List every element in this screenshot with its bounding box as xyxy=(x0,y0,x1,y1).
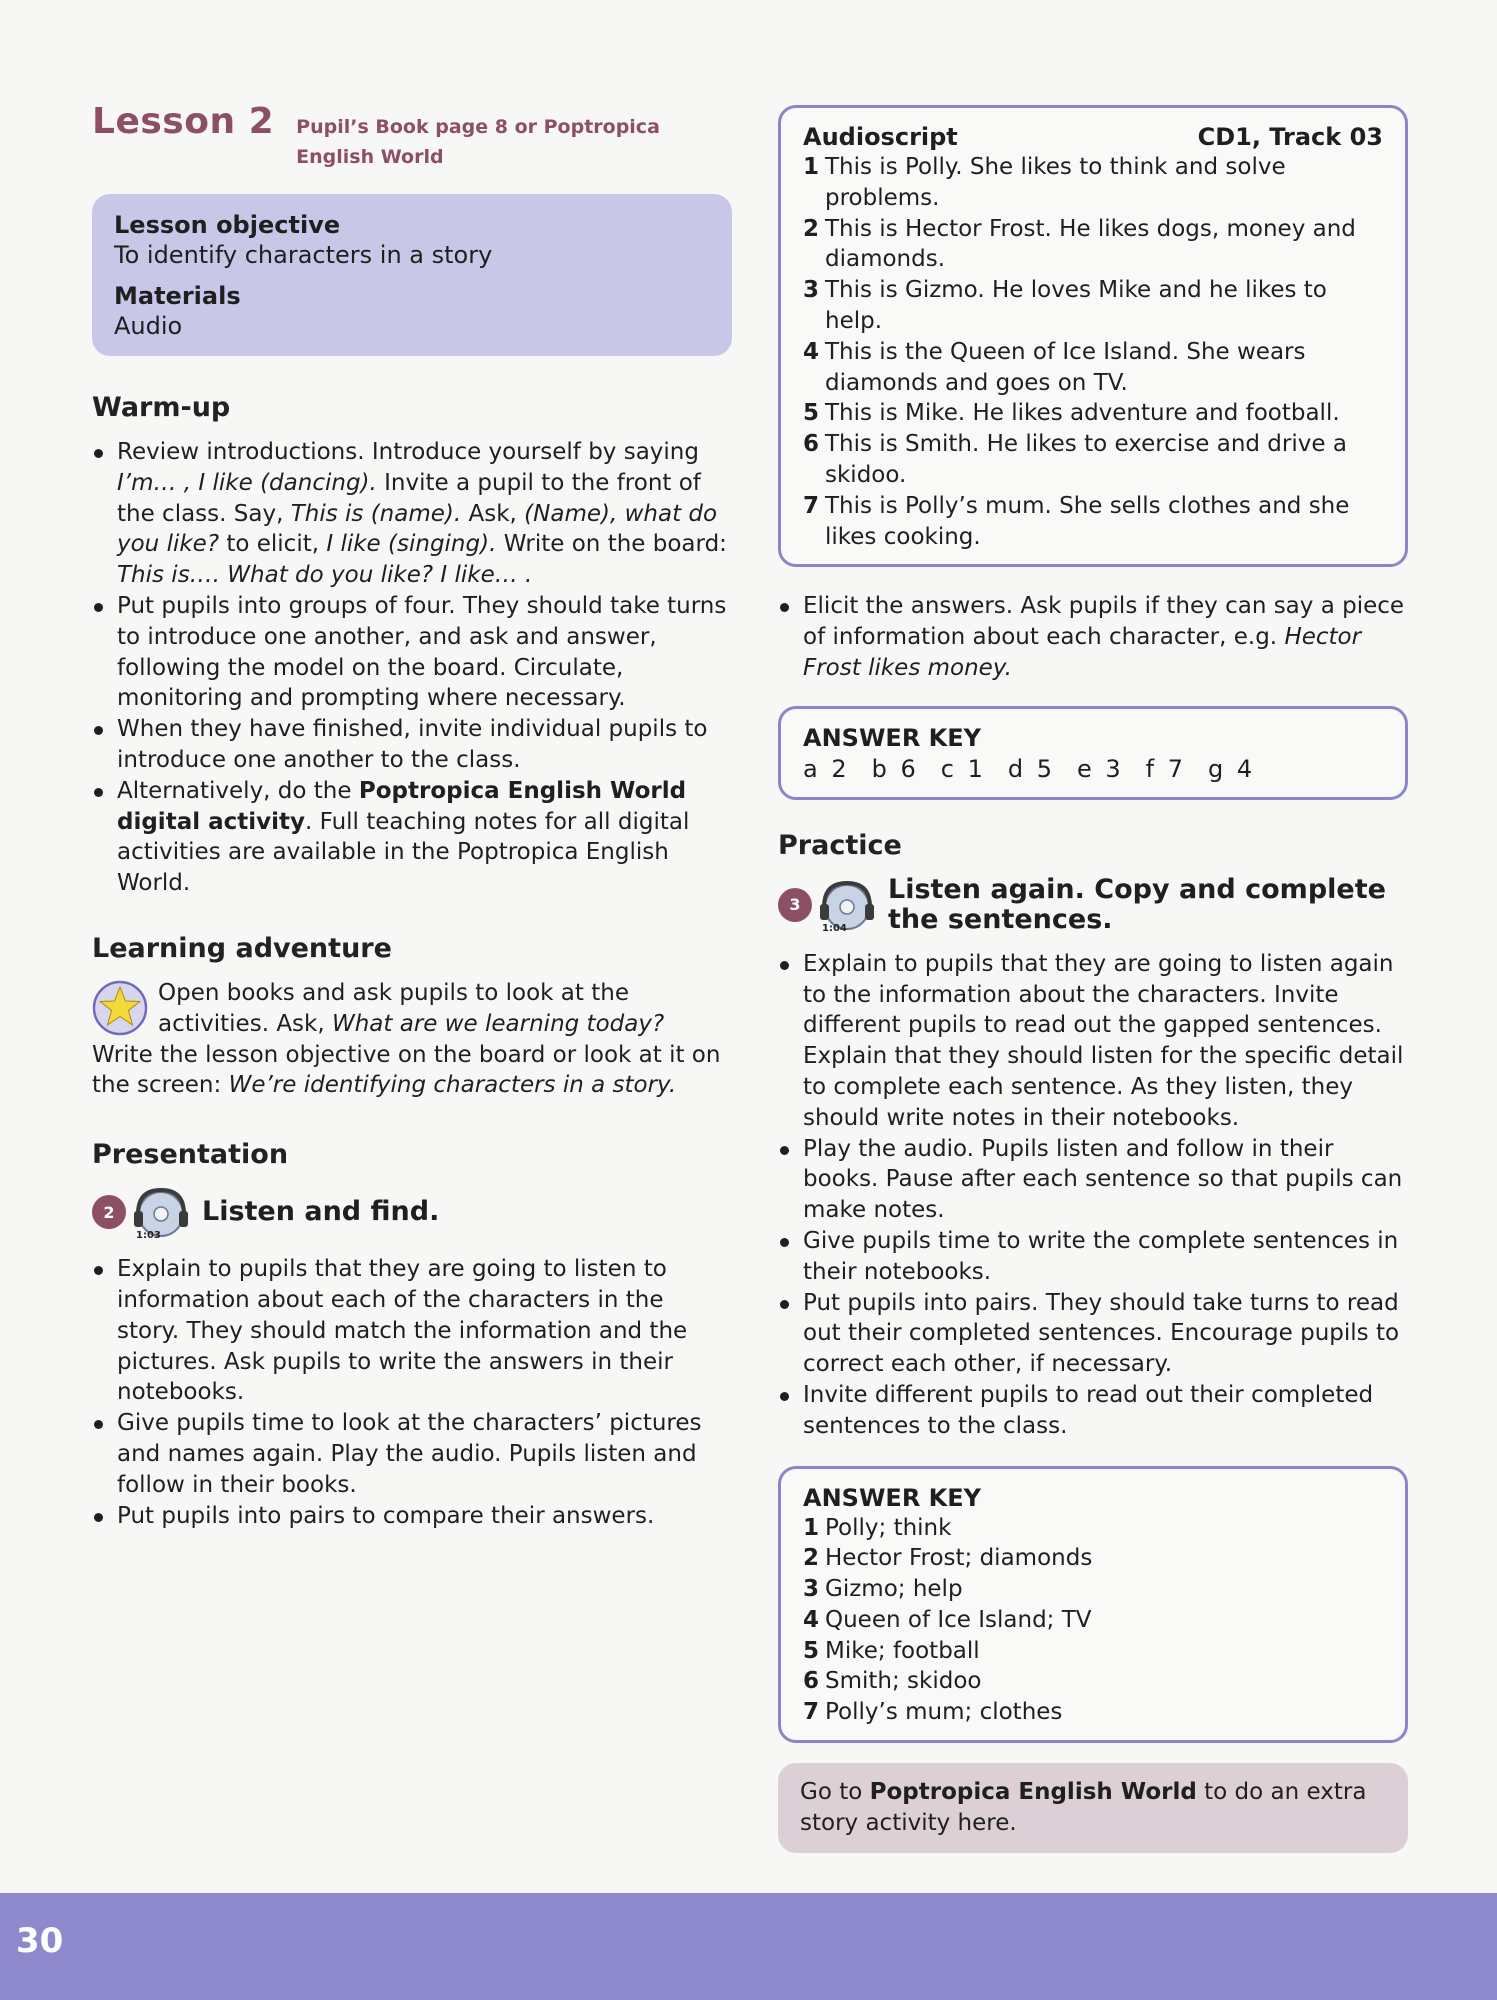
list-item: Put pupils into pairs to compare their answers. xyxy=(92,1501,732,1532)
text: Elicit the answers. Ask pupils if they can say a piece of information about each character, e.g. xyxy=(803,593,1405,651)
answer-item: g 4 xyxy=(1208,754,1256,783)
list-item: Give pupils time to write the complete sentences in their notebooks. xyxy=(778,1226,1408,1288)
activity-title: Listen and find. xyxy=(202,1196,440,1228)
text: Review introductions. Introduce yourself by saying xyxy=(117,439,699,465)
list-item xyxy=(803,1697,1383,1728)
star-icon xyxy=(92,980,148,1036)
elicit-list xyxy=(778,591,1408,683)
item-number: 5 xyxy=(803,1637,820,1664)
audioscript-title: Audioscript xyxy=(803,123,958,151)
item-number: 5 xyxy=(803,400,820,427)
text: to elicit, xyxy=(219,531,327,558)
audioscript-box xyxy=(778,105,1408,567)
warm-up-heading: Warm-up xyxy=(92,392,231,423)
text: . Full teaching notes for all digital activities are available in the Poptropica English World. xyxy=(117,808,690,897)
lesson-reference: Pupil’s Book page 8 or Poptropica English World xyxy=(296,116,660,168)
item-text: Gizmo; help xyxy=(825,1576,963,1603)
audioscript-header xyxy=(803,122,1383,152)
learning-adventure-text xyxy=(92,978,732,1101)
audioscript-track: CD1, Track 03 xyxy=(1197,123,1383,151)
footer-bar xyxy=(0,1893,1497,2000)
item-number: 6 xyxy=(803,431,820,458)
lesson-header xyxy=(92,100,732,172)
italic-text: I like (singing). xyxy=(326,531,497,558)
learning-adventure-heading: Learning adventure xyxy=(92,932,392,964)
item-number: 3 xyxy=(803,277,820,304)
text: Invite a pupil to the front of the class. Say, xyxy=(117,469,701,527)
presentation-heading: Presentation xyxy=(92,1139,289,1171)
practice-list xyxy=(778,949,1408,1442)
answer-item: d 5 xyxy=(1007,754,1055,783)
item-number: 7 xyxy=(803,1699,820,1726)
item-text: This is Hector Frost. He likes dogs, money and diamonds. xyxy=(825,215,1356,273)
item-number: 7 xyxy=(803,492,820,519)
text: to do an extra story activity here. xyxy=(800,1779,1367,1837)
item-number: 1 xyxy=(803,154,820,180)
list-item: Give pupils time to look at the characters’ pictures and names again. Play the audio. Pupils listen and follow in their books. xyxy=(92,1408,732,1500)
item-text: Smith; skidoo xyxy=(825,1668,982,1695)
answer-key-title: ANSWER KEY xyxy=(803,723,982,752)
list-item xyxy=(778,591,1408,683)
right-column xyxy=(778,105,1408,1853)
audio-cd-icon xyxy=(814,877,876,933)
item-number: 6 xyxy=(803,1668,820,1695)
list-item: Explain to pupils that they are going to listen to information about each of the characters in the story. They should match the information and the pictures. Ask pupils to write the answers in their notebooks. xyxy=(92,1254,732,1408)
practice-heading: Practice xyxy=(778,829,902,861)
list-item xyxy=(803,1513,1383,1544)
item-text: This is the Queen of Ice Island. She wears diamonds and goes on TV. xyxy=(825,338,1306,396)
item-number: 2 xyxy=(803,1545,820,1572)
list-item xyxy=(803,398,1383,429)
text: Write the lesson objective on the board or look at it on the screen: xyxy=(92,1041,721,1099)
item-number: 2 xyxy=(803,215,820,242)
answer-key-row xyxy=(803,753,1383,785)
text: Ask, xyxy=(461,500,525,527)
italic-text: I’m… , I like (dancing). xyxy=(117,469,377,496)
list-item: Play the audio. Pupils listen and follow in their books. Pause after each sentence so that pupils can make notes. xyxy=(778,1134,1408,1226)
objective-box xyxy=(92,194,732,356)
answer-item: a 2 xyxy=(803,754,850,783)
list-item xyxy=(803,1636,1383,1667)
item-number: 4 xyxy=(803,338,820,365)
audio-cd-icon xyxy=(128,1184,190,1240)
bold-text: Poptropica English World xyxy=(869,1779,1197,1806)
audioscript-list xyxy=(803,152,1383,552)
item-text: This is Polly. She likes to think and solve problems. xyxy=(825,154,1286,211)
list-item xyxy=(92,437,732,591)
activity-title: Listen again. Copy and complete the sentences. xyxy=(888,873,1386,935)
answer-item: f 7 xyxy=(1145,754,1187,783)
track-time: 1:04 xyxy=(822,922,847,933)
item-number: 1 xyxy=(803,1514,820,1541)
extra-activity-box xyxy=(778,1763,1408,1853)
list-item xyxy=(92,776,732,899)
materials-text: Audio xyxy=(114,312,183,340)
list-item xyxy=(803,214,1383,276)
item-text: This is Mike. He likes adventure and football. xyxy=(825,400,1340,427)
answer-key-box-1 xyxy=(778,706,1408,800)
objective-text: To identify characters in a story xyxy=(114,241,493,269)
italic-text: We’re identifying characters in a story. xyxy=(228,1072,677,1099)
objective-label: Lesson objective xyxy=(114,211,341,239)
page-number: 30 xyxy=(16,1921,64,1961)
text: Write on the board: xyxy=(496,531,727,558)
list-item xyxy=(803,491,1383,553)
answer-item: c 1 xyxy=(940,754,986,783)
bold-text: Poptropica English World digital activity xyxy=(117,777,687,835)
activity-2 xyxy=(92,1184,732,1240)
item-number: 3 xyxy=(803,1576,820,1603)
list-item: Put pupils into pairs. They should take turns to read out their completed sentences. Encourage pupils to correct each other, if necessary. xyxy=(778,1288,1408,1380)
italic-text: This is (name). xyxy=(290,500,462,527)
item-text: This is Gizmo. He loves Mike and he likes to help. xyxy=(825,277,1327,334)
answer-key-box-2 xyxy=(778,1466,1408,1744)
lesson-title: Lesson 2 xyxy=(92,101,275,142)
track-time: 1:03 xyxy=(136,1230,161,1241)
activity-number: 2 xyxy=(92,1195,126,1229)
list-item xyxy=(803,1543,1383,1574)
answer-item: b 6 xyxy=(871,754,919,783)
item-text: Queen of Ice Island; TV xyxy=(825,1606,1092,1633)
list-item xyxy=(803,1605,1383,1636)
text: Open books and ask pupils to look at the activities. Ask, xyxy=(158,979,629,1037)
list-item: Explain to pupils that they are going to listen again to the information about the characters. Invite different pupils to read out the gapped sentences. Explain that they should listen for the specific detail to complete each sentence. As they listen, they should write notes in their notebooks. xyxy=(778,949,1408,1134)
list-item: When they have finished, invite individual pupils to introduce one another to the class. xyxy=(92,714,732,776)
activity-3 xyxy=(778,875,1408,935)
activity-number: 3 xyxy=(778,888,812,922)
list-item xyxy=(803,275,1383,337)
list-item xyxy=(803,429,1383,491)
item-text: Hector Frost; diamonds xyxy=(825,1545,1093,1572)
item-text: Mike; football xyxy=(825,1637,980,1664)
item-text: This is Smith. He likes to exercise and drive a skidoo. xyxy=(825,431,1347,488)
warm-up-list xyxy=(92,437,732,899)
list-item xyxy=(803,152,1383,214)
presentation-list xyxy=(92,1254,732,1531)
left-column xyxy=(92,100,732,1531)
italic-text: What are we learning today? xyxy=(331,1010,665,1037)
list-item: Invite different pupils to read out their completed sentences to the class. xyxy=(778,1380,1408,1442)
item-number: 4 xyxy=(803,1606,820,1633)
item-text: Polly’s mum; clothes xyxy=(825,1699,1063,1726)
answer-item: e 3 xyxy=(1076,754,1124,783)
text: Alternatively, do the xyxy=(117,777,359,804)
answer-key-title: ANSWER KEY xyxy=(803,1483,982,1512)
item-text: This is Polly’s mum. She sells clothes and she likes cooking. xyxy=(825,492,1350,550)
list-item xyxy=(803,1666,1383,1697)
list-item: Put pupils into groups of four. They should take turns to introduce one another, and ask and answer, following the model on the board. Circulate, monitoring and prompting where necessary. xyxy=(92,591,732,714)
list-item xyxy=(803,1574,1383,1605)
italic-text: (Name), what do you like? xyxy=(117,500,718,558)
list-item xyxy=(803,337,1383,399)
item-text: Polly; think xyxy=(825,1514,952,1541)
italic-text: This is…. What do you like? I like… . xyxy=(117,562,533,589)
materials-label: Materials xyxy=(114,282,241,310)
text: Go to xyxy=(800,1779,870,1806)
italic-text: Hector Frost likes money. xyxy=(803,624,1362,681)
answer-key-list xyxy=(803,1513,1383,1729)
